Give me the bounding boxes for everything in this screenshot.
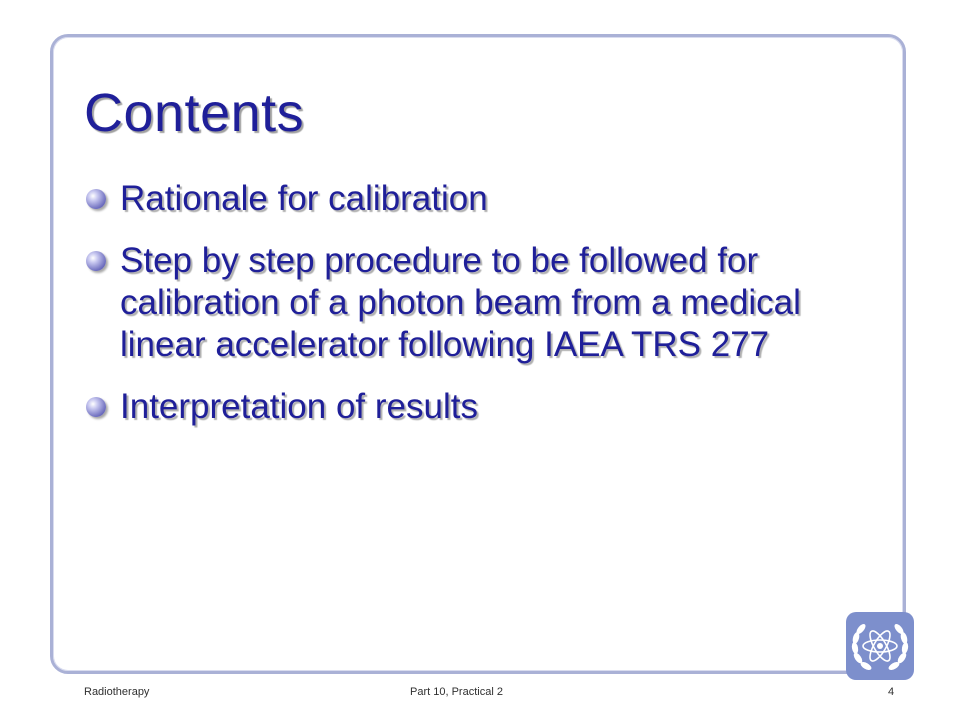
- iaea-atom-olive-wreath-icon: [846, 612, 914, 680]
- sphere-bullet-icon: [86, 397, 106, 417]
- footer-course-label: Radiotherapy: [84, 686, 150, 698]
- bullet-text: Interpretation of results: [120, 387, 478, 426]
- sphere-bullet-icon: [86, 189, 106, 209]
- bullet-item: [84, 240, 864, 366]
- bullet-list: [84, 178, 864, 448]
- slide-title: Contents: [84, 83, 305, 143]
- bullet-text: Step by step procedure to be followed for calibration of a photon beam from a medical linear accelerator following IAEA TRS 277: [120, 241, 801, 364]
- footer-part-label: Part 10, Practical 2: [410, 686, 503, 698]
- bullet-text: Rationale for calibration: [120, 179, 488, 218]
- sphere-bullet-icon: [86, 251, 106, 271]
- bullet-item: [84, 386, 864, 428]
- bullet-item: [84, 178, 864, 220]
- page-number: 4: [888, 686, 895, 698]
